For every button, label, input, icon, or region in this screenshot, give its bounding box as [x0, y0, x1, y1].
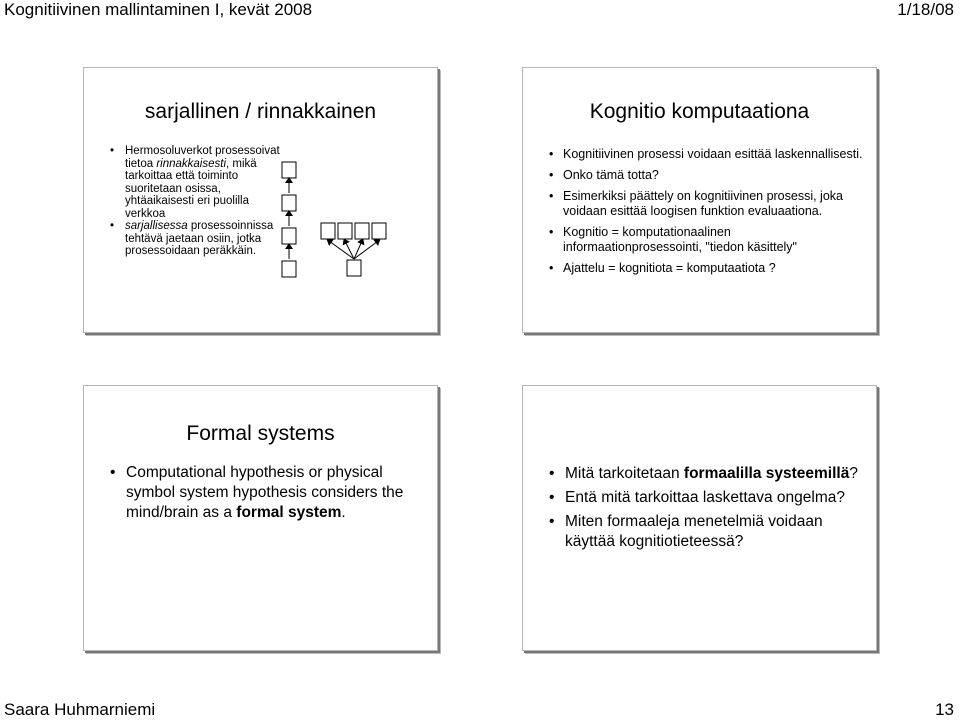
bullet-bold: formaalilla systeemillä: [683, 465, 850, 482]
bullet-emphasis: rinnakkaisesti: [156, 157, 226, 170]
bullet-item: • Entä mitä tarkoittaa laskettava ongelma?: [549, 488, 859, 508]
parallel-root-box: [347, 260, 361, 276]
bullet-text: prosessoinnissa tehtävä jaetaan osiin, jotka prosessoidaan peräkkäin.: [125, 220, 274, 257]
slide-questions: [522, 385, 877, 651]
bullet-item: [549, 464, 859, 484]
bullet-item: • Esimerkiksi päättely on kognitiivinen prosessi, joka voidaan esittää loogisen funktion evaluaationa.: [549, 189, 867, 219]
parallel-tree: [321, 223, 386, 276]
parallel-arrow: [329, 241, 354, 259]
slide-serial-parallel: [83, 67, 438, 333]
date: 1/18/08: [897, 0, 954, 19]
bullet-item: • Miten formaaleja menetelmiä voidaan käyttää kognitiotieteessä?: [549, 512, 859, 552]
bullet-text: Hermosoluverkot prosessoivat tietoa: [125, 145, 280, 170]
bullet-list: [110, 463, 428, 523]
bullet-list: [549, 147, 867, 282]
parallel-box: [355, 223, 369, 239]
bullet-item: [110, 463, 428, 523]
bullet-item: [110, 145, 290, 220]
bullet-emphasis: sarjallisessa: [125, 220, 188, 232]
serial-box: [282, 261, 296, 277]
slide-title: Formal systems: [186, 422, 335, 445]
serial-parallel-diagram: [280, 160, 390, 280]
bullet-text: Computational hypothesis or physical symbol system hypothesis considers the mind/brain as a: [126, 464, 404, 521]
bullet-bold: formal system: [236, 504, 342, 521]
bullet-text: ?: [849, 465, 858, 482]
author: Saara Huhmarniemi: [4, 700, 156, 719]
slide-cognition-computation: [522, 67, 877, 333]
bullet-item: • Kognitiivinen prosessi voidaan esittää laskennallisesti.: [549, 147, 867, 162]
parallel-box: [321, 223, 335, 239]
parallel-box: [338, 223, 352, 239]
bullet-list: [549, 464, 859, 556]
serial-box: [282, 195, 296, 211]
bullet-text: .: [341, 504, 346, 521]
bullet-text: Mitä tarkoitetaan: [565, 465, 684, 482]
slide-title: sarjallinen / rinnakkainen: [144, 100, 377, 123]
page-number: 13: [935, 700, 954, 719]
bullet-text: , mikä tarkoittaa että toiminto suoritetaan osissa, yhtäaikaisesti eri puolilla verkkoa: [125, 157, 257, 220]
serial-chain: [282, 162, 296, 277]
serial-box: [282, 162, 296, 178]
bullet-item: • Ajattelu = kognitiota = komputaatiota ?: [549, 261, 867, 276]
bullet-item: • Onko tämä totta?: [549, 168, 867, 183]
bullet-item: • Kognitio = komputationaalinen informaationprosessointi, "tiedon käsittely": [549, 225, 867, 255]
serial-box: [282, 228, 296, 244]
slide-formal-systems: [83, 385, 438, 651]
bullet-item: [110, 220, 290, 258]
course-title: Kognitiivinen mallintaminen I, kevät 2008: [4, 0, 313, 19]
slide-title: Kognitio komputaationa: [589, 100, 810, 123]
bullet-list: [110, 145, 290, 258]
parallel-box: [372, 223, 386, 239]
